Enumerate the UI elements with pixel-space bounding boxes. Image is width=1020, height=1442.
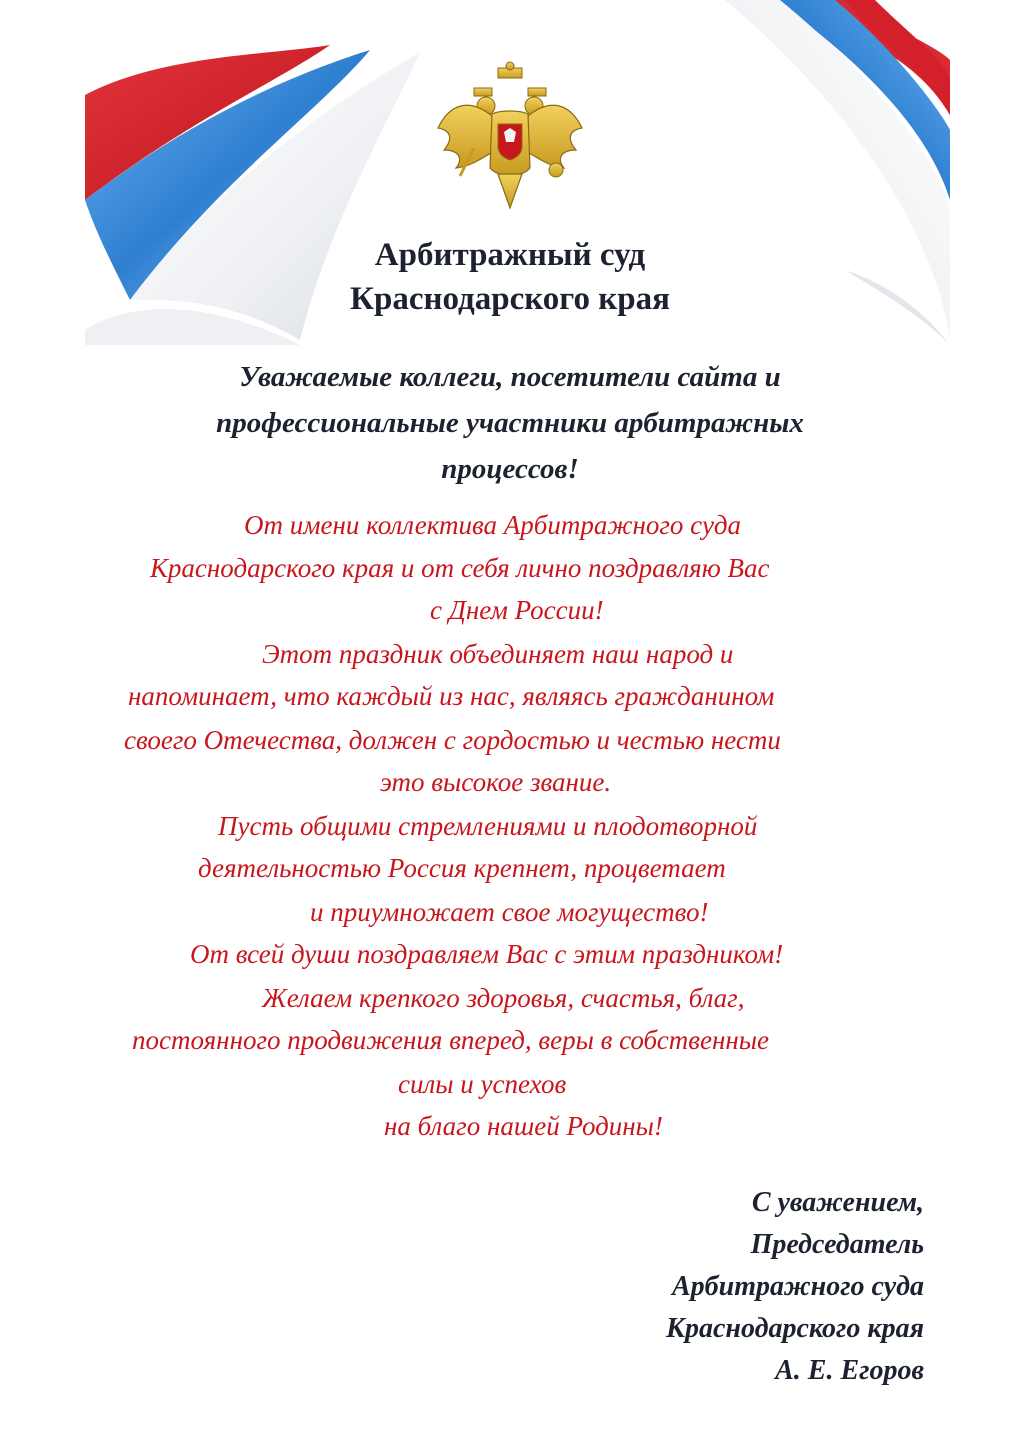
body-line: постоянного продвижения вперед, веры в собственные	[132, 1025, 770, 1055]
body-line: силы и успехов	[398, 1069, 567, 1099]
body-line: деятельностью Россия крепнет, процветает	[198, 853, 726, 883]
signature-name: А. Е. Егоров	[775, 1355, 924, 1386]
body-line: Пусть общими стремлениями и плодотворной	[218, 811, 758, 841]
body-line: с Днем России!	[430, 595, 604, 625]
court-name-line-1: Арбитражный суд	[374, 237, 646, 273]
signature-title: Председатель	[750, 1229, 924, 1260]
court-name-line-2: Краснодарского края	[350, 281, 670, 317]
body-line: Краснодарского края и от себя лично поздравляю Вас	[150, 553, 770, 583]
signature-court-line-2: Краснодарского края	[666, 1313, 924, 1344]
body-line: напоминает, что каждый из нас, являясь гражданином	[128, 681, 775, 711]
body-line: Этот праздник объединяет наш народ и	[262, 639, 734, 669]
signature-court-line-1: Арбитражного суда	[671, 1271, 924, 1302]
body-line: От имени коллектива Арбитражного суда	[244, 510, 742, 540]
body-line: это высокое звание.	[380, 767, 612, 797]
body-line: Желаем крепкого здоровья, счастья, благ,	[262, 983, 745, 1013]
greeting-line-2: профессиональные участники арбитражных	[216, 407, 804, 439]
body-line: От всей души поздравляем Вас с этим праздником!	[190, 939, 784, 969]
signature-closing: С уважением,	[751, 1187, 924, 1218]
body-line: и приумножает свое могущество!	[310, 897, 709, 927]
greeting-line-3: процессов!	[441, 453, 579, 485]
coat-of-arms-icon	[430, 58, 590, 218]
body-line: своего Отечества, должен с гордостью и честью нести	[124, 725, 781, 755]
greeting-line-1: Уважаемые коллеги, посетители сайта и	[239, 361, 781, 393]
body-line: на благо нашей Родины!	[384, 1111, 663, 1141]
